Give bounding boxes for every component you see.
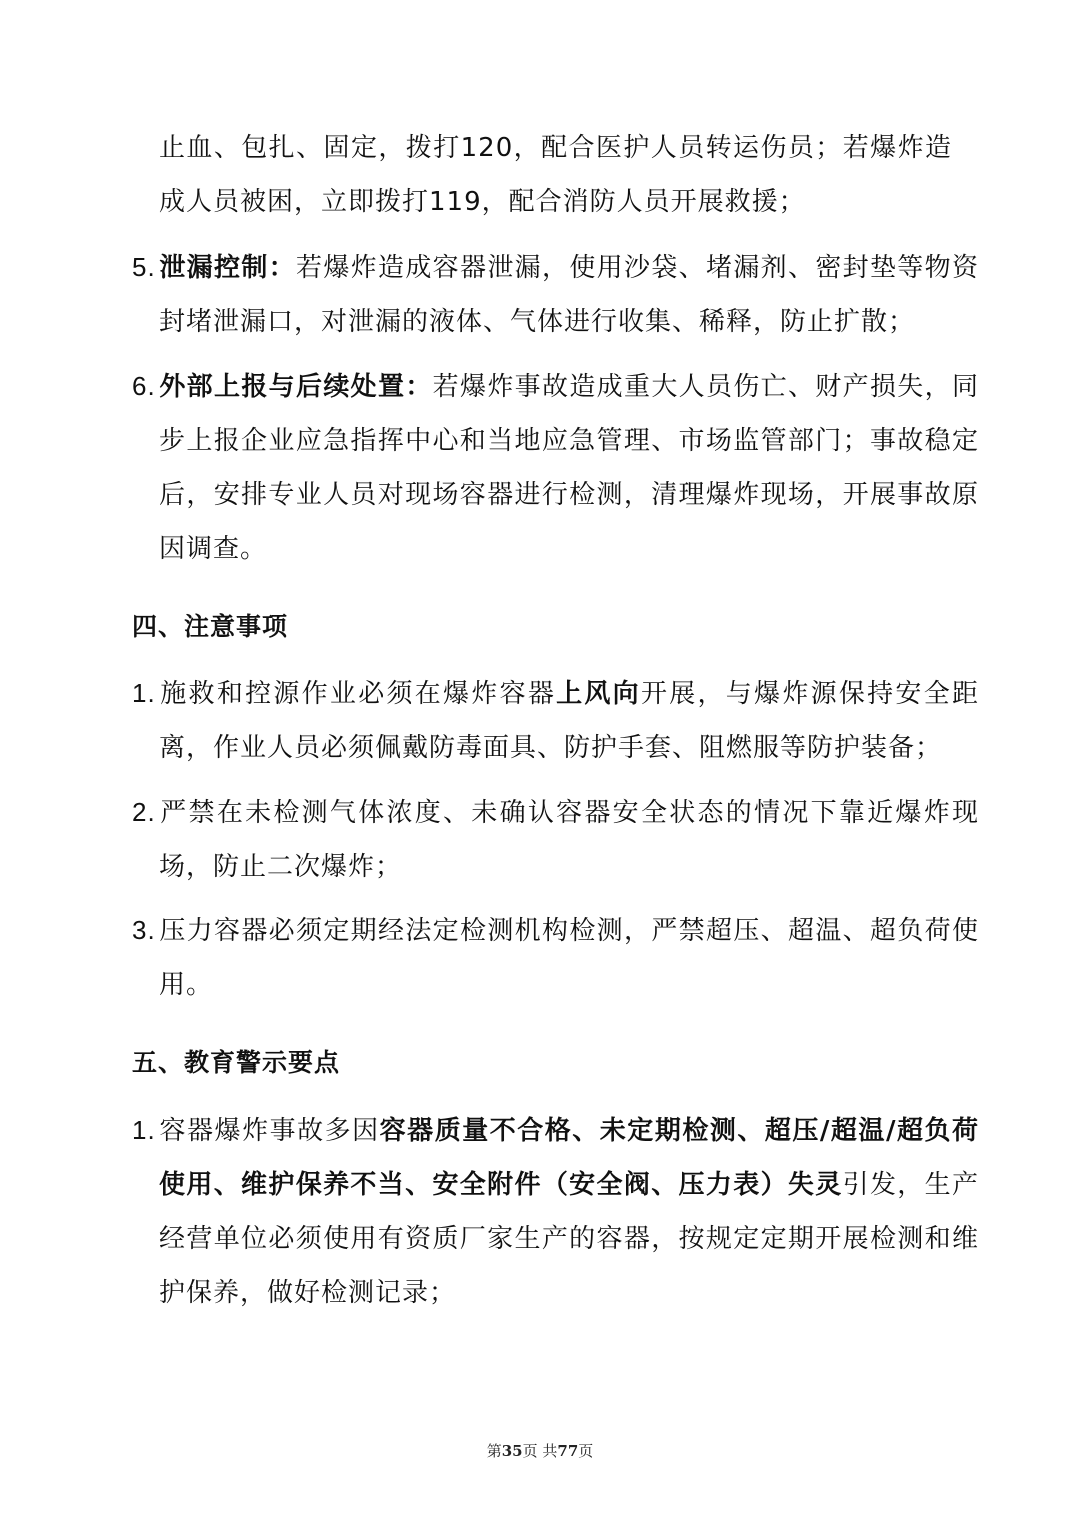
footer-suffix: 页 — [578, 1442, 594, 1460]
footer-total-pages: 77 — [557, 1442, 579, 1460]
list-item-text-after: 开展，与爆炸源保持安全距离，作业人员必须佩戴防毒面具、防护手套、阻燃服等防护装备； — [159, 679, 979, 763]
list-item-precaution-3 — [132, 903, 979, 1012]
section-heading-education: 五、教育警示要点 — [132, 1048, 341, 1077]
list-item-text: 压力容器必须定期经法定检测机构检测，严禁超压、超温、超负荷使用。 — [159, 916, 979, 1000]
list-item-bold-label: 泄漏控制： — [159, 253, 296, 283]
list-item-number: 6. — [132, 371, 156, 401]
list-item-number: 3. — [132, 915, 156, 945]
continuation-text: 止血、包扎、固定，拨打120，配合医护人员转运伤员；若爆炸造成人员被困，立即拨打119，配合消防人员开展救援； — [159, 133, 952, 217]
footer-current-page: 35 — [501, 1442, 523, 1460]
footer-prefix: 第 — [486, 1442, 502, 1460]
list-item-text: 若爆炸事故造成重大人员伤亡、财产损失，同步上报企业应急指挥中心和当地应急管理、市场监管部门；事故稳定后，安排专业人员对现场容器进行检测，清理爆炸现场，开展事故原因调查。 — [159, 372, 979, 564]
list-item-number: 5. — [132, 252, 156, 282]
continuation-paragraph — [159, 121, 952, 229]
list-item-text-before: 容器爆炸事故多因 — [159, 1116, 380, 1146]
footer-middle: 页 共 — [522, 1442, 558, 1460]
list-item-text-before: 施救和控源作业必须在爆炸容器 — [159, 679, 557, 709]
list-item-text: 若爆炸造成容器泄漏，使用沙袋、堵漏剂、密封垫等物资封堵泄漏口，对泄漏的液体、气体进行收集、稀释，防止扩散； — [159, 253, 979, 337]
list-item-text: 严禁在未检测气体浓度、未确认容器安全状态的情况下靠近爆炸现场，防止二次爆炸； — [159, 798, 979, 882]
list-item-precaution-1 — [132, 666, 979, 775]
list-item-text-after: 引发，生产经营单位必须使用有资质厂家生产的容器，按规定定期开展检测和维护保养，做好检测记录； — [159, 1170, 979, 1308]
list-item-leak-control — [132, 240, 979, 349]
page-footer — [0, 1440, 1080, 1461]
list-item-bold-label: 外部上报与后续处置： — [159, 372, 433, 402]
list-item-number: 1. — [132, 678, 156, 708]
list-item-precaution-2 — [132, 785, 979, 894]
section-heading-precautions: 四、注意事项 — [132, 612, 289, 641]
list-item-number: 1. — [132, 1115, 156, 1145]
list-item-external-report — [132, 359, 979, 576]
list-item-number: 2. — [132, 797, 156, 827]
list-item-bold-text: 容器质量不合格、未定期检测、超压/超温/超负荷使用、维护保养不当、安全附件（安全阀、压力表）失灵 — [159, 1116, 979, 1200]
list-item-bold-text: 上风向 — [556, 679, 641, 709]
list-item-education-1 — [132, 1103, 979, 1320]
